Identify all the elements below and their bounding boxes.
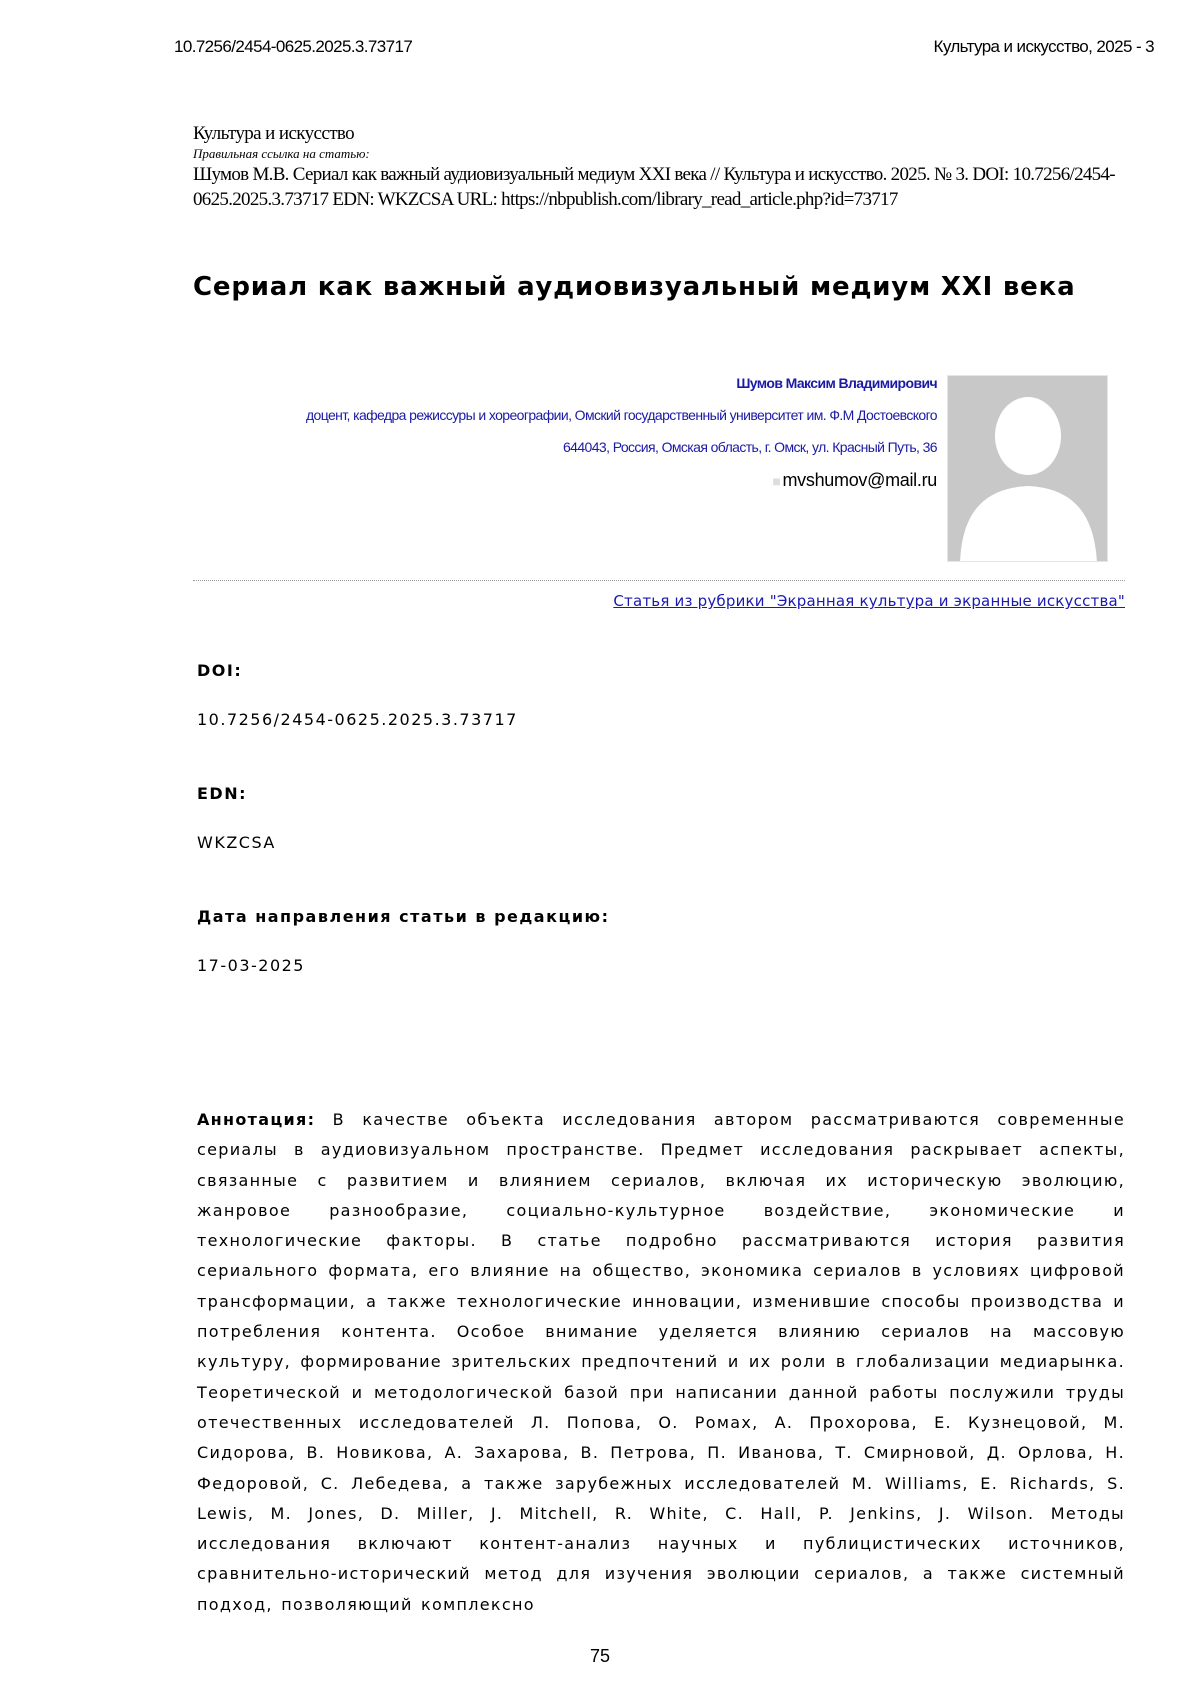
running-header-doi: 10.7256/2454-0625.2025.3.73717 (174, 37, 413, 56)
citation-journal: Культура и искусство (193, 123, 355, 144)
author-email-line (280, 469, 937, 492)
doi-value: 10.7256/2454-0625.2025.3.73717 (197, 710, 518, 729)
citation-label: Правильная ссылка на статью: (193, 146, 370, 161)
author-name: Шумов Максим Владимирович (736, 375, 937, 391)
submission-date-value: 17-03-2025 (197, 956, 305, 975)
doi-label: DOI: (197, 661, 243, 680)
divider (193, 580, 1125, 581)
edn-label: EDN: (197, 784, 247, 803)
abstract-text: В качестве объекта исследования автором рассматриваются современные сериалы в аудиовизуальном пространстве. Предмет исследования раскрывает аспекты, связанные с развитием и влиянием сериалов, включая их историческую эволюцию, жанровое разнообразие, социально-культурное воздействие, экономические и технологические факторы. В статье подробно рассматриваются история развития сериального формата, его влияние на общество, экономика сериалов в условиях цифровой трансформации, а также технологические инновации, изменившие способы производства и потребления контента. Особое внимание уделяется влиянию сериалов на массовую культуру, формирование зрительских предпочтений и их роли в глобализации медиарынка. Теоретической и методологической базой при написании данной работы послужили труды отечественных исследователей Л. Попова, О. Ромах, А. Прохорова, Е. Кузнецовой, М. Сидорова, В. Новикова, А. Захарова, В. Петрова, П. Иванова, Т. Смирновой, Д. Орлова, Н. Федоровой, С. Лебедева, а также зарубежных исследователей M. Williams, E. Richards, S. Lewis, M. Jones, D. Miller, J. Mitchell, R. White, C. Hall, P. Jenkins, J. Wilson. Методы исследования включают контент-анализ научных и публицистических источников, сравнительно-исторический метод для изучения эволюции сериалов, а также системный подход, позволяющий комплексно (197, 1110, 1125, 1614)
author-affiliation: доцент, кафедра режиссуры и хореографии, Омский государственный университет им. Ф.М Достоевского (305, 407, 937, 423)
article-title: Сериал как важный аудиовизуальный медиум XXI века (193, 272, 1076, 302)
user-placeholder-icon (948, 376, 1108, 562)
running-header (0, 37, 1200, 61)
abstract-label: Аннотация: (197, 1110, 316, 1129)
citation-text: Шумов М.В. Сериал как важный аудиовизуальный медиум XXI века // Культура и искусство. 2025. № 3. DOI: 10.7256/2454-0625.2025.3.73717 EDN: WKZCSA URL: https://nbpublish.com/library_read_article.php?id=73717 (193, 164, 1115, 210)
author-avatar (947, 375, 1108, 562)
citation-block (193, 122, 1153, 212)
rubric-link[interactable]: Статья из рубрики "Экранная культура и экранные искусства" (613, 592, 1125, 610)
page-number: 75 (589, 1646, 611, 1666)
author-address: 644043, Россия, Омская область, г. Омск, ул. Красный Путь, 36 (563, 439, 937, 455)
running-header-journal-issue: Культура и искусство, 2025 - 3 (933, 37, 1154, 56)
author-block (280, 374, 937, 492)
submission-date-label: Дата направления статьи в редакцию: (197, 907, 610, 926)
edn-value: WKZCSA (197, 833, 276, 852)
email-icon: ■ (772, 473, 781, 489)
author-email[interactable]: mvshumov@mail.ru (782, 470, 937, 490)
abstract (197, 1105, 1125, 1620)
